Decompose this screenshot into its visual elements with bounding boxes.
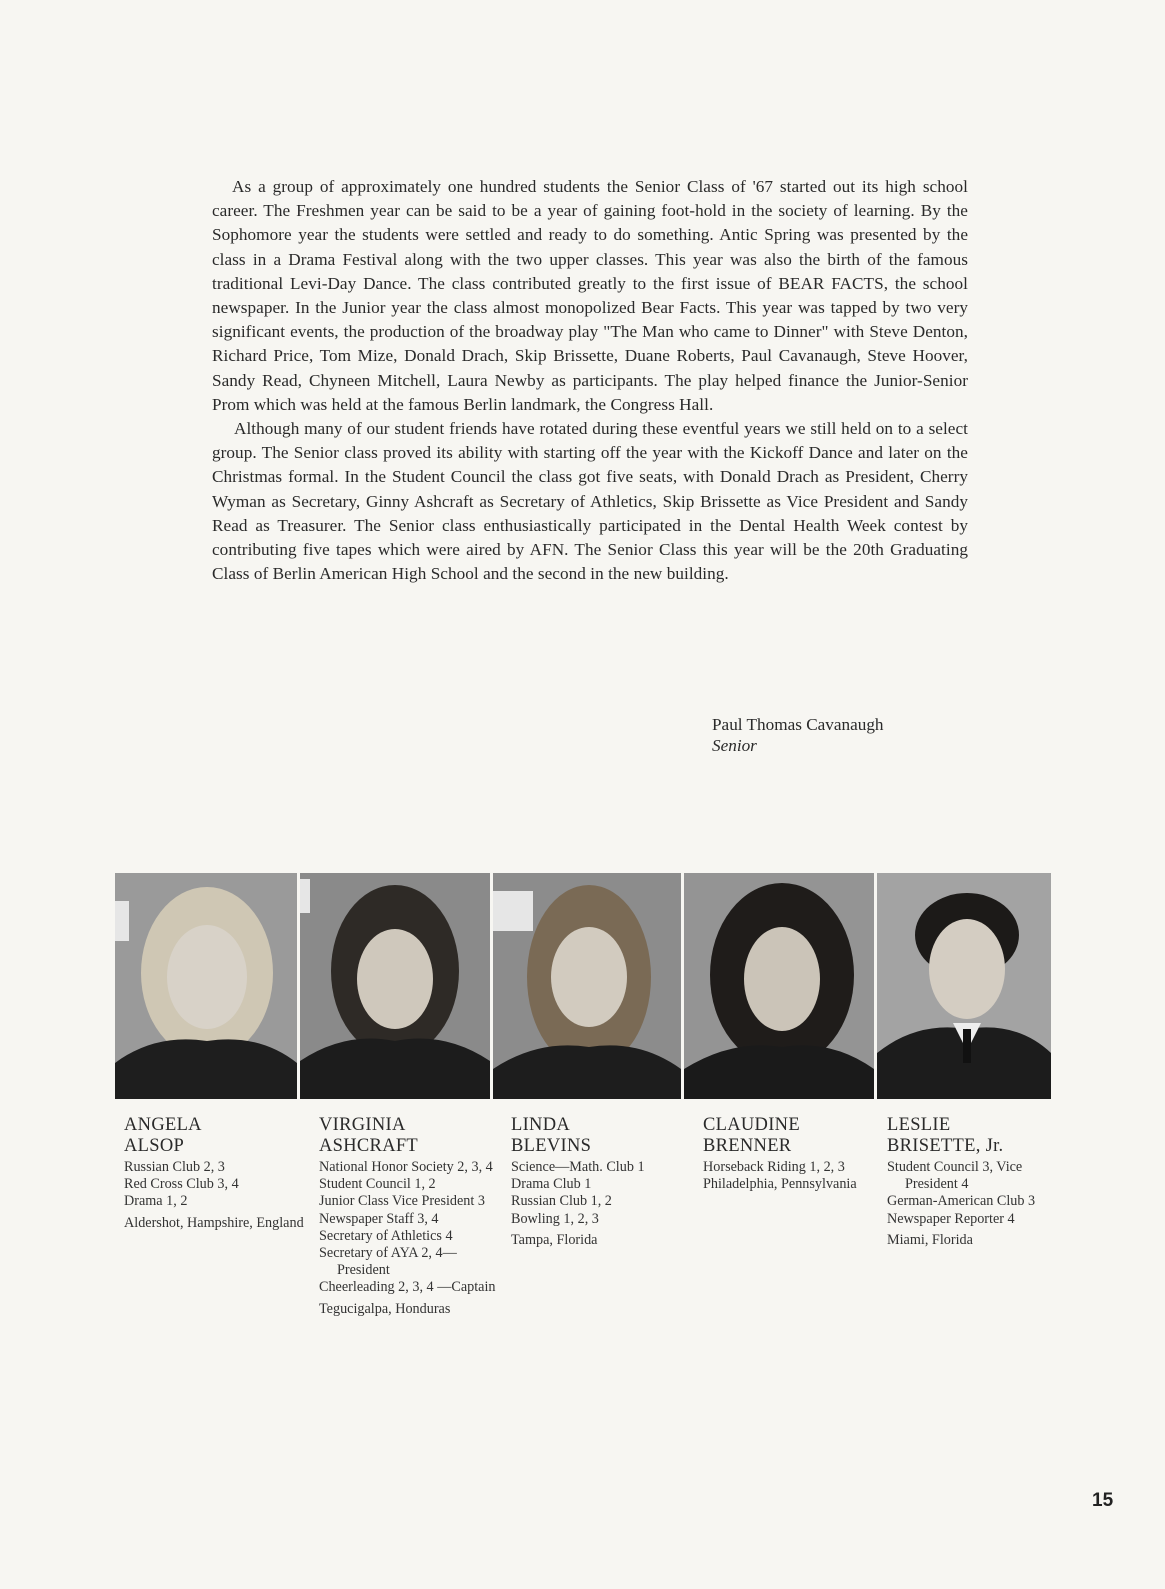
senior-caption-virginia-ashcraft bbox=[319, 1115, 499, 1318]
senior-photo-angela-alsop bbox=[115, 873, 297, 1099]
activity-item: National Honor Society 2, 3, 4 bbox=[319, 1159, 493, 1175]
activity-list bbox=[511, 1159, 691, 1249]
senior-caption-leslie-brisette bbox=[887, 1115, 1067, 1249]
senior-first-name: VIRGINIA bbox=[319, 1115, 406, 1135]
senior-caption-linda-blevins bbox=[511, 1115, 691, 1249]
class-history-essay bbox=[212, 175, 968, 586]
essay-signature bbox=[712, 714, 884, 756]
activity-item: German-American Club 3 bbox=[887, 1193, 1036, 1210]
activity-item: Bowling 1, 2, 3 bbox=[511, 1210, 599, 1227]
senior-photo-leslie-brisette bbox=[877, 873, 1051, 1099]
author-name: Paul Thomas Cavanaugh bbox=[712, 715, 884, 734]
essay-paragraph-1: As a group of approximately one hundred students the Senior Class of '67 started out its high school career. The Freshmen year can be said to be a year of gaining foot-hold in the society of learning. By the Sophomore year the students were settled and ready to do something. Antic Spring was presented by the class in a Drama Festival along with the two upper classes. This year was also the birth of the famous traditional Levi-Day Dance. The class contributed greatly to the first issue of BEAR FACTS, the school newspaper. In the Junior year the class almost monopolized Bear Facts. This year was tapped by two very significant events, the production of the broadway play "The Man who came to Dinner" with Steve Denton, Richard Price, Tom Mize, Donald Drach, Skip Brissette, Duane Roberts, Paul Cavanaugh, Steve Hoover, Sandy Read, Chyneen Mitchell, Laura Newby as participants. The play helped finance the Junior-Senior Prom which was held at the famous Berlin landmark, the Congress Hall. bbox=[212, 177, 968, 414]
senior-last-name: ASHCRAFT bbox=[319, 1135, 419, 1156]
activity-list bbox=[887, 1159, 1067, 1249]
essay-paragraph-2: Although many of our student friends have rotated during these eventful years we still held on to a select group. The Senior class proved its ability with starting off the year with the Kickoff Dance and later on the Christmas formal. In the Student Council the class got five seats, with Donald Drach as President, Cherry Wyman as Secretary, Ginny Ashcraft as Secretary of Athletics, Skip Brissette as Vice President and Sandy Read as Treasurer. The Senior class enthusiastically participated in the Dental Health Week contest by contributing five tapes which were aired by AFN. The Senior Class this year will be the 20th Graduating Class of Berlin American High School and the second in the new building. bbox=[212, 419, 968, 584]
activity-item: Student Council 3, Vice President 4 bbox=[887, 1159, 1023, 1193]
senior-last-name: ALSOP bbox=[124, 1135, 185, 1156]
author-role: Senior bbox=[712, 736, 757, 755]
senior-first-name: CLAUDINE bbox=[703, 1115, 800, 1135]
senior-first-name: LINDA bbox=[511, 1115, 571, 1135]
senior-first-name: ANGELA bbox=[124, 1115, 202, 1135]
senior-photo-virginia-ashcraft bbox=[300, 873, 490, 1099]
activity-item: Russian Club 1, 2 bbox=[511, 1193, 612, 1210]
activity-item: Newspaper Staff 3, 4 bbox=[319, 1210, 439, 1227]
activity-item: Cheerleading 2, 3, 4 —Captain bbox=[319, 1279, 496, 1296]
activity-item: Drama Club 1 bbox=[511, 1176, 592, 1193]
activity-item: Tampa, Florida bbox=[511, 1231, 598, 1248]
senior-photo-claudine-brenner bbox=[684, 873, 874, 1099]
activity-item: Aldershot, Hampshire, England bbox=[124, 1214, 304, 1231]
activity-item: Junior Class Vice President 3 bbox=[319, 1193, 485, 1210]
activity-item: Student Council 1, 2 bbox=[319, 1176, 436, 1193]
activity-item: Secretary of AYA 2, 4—President bbox=[319, 1245, 457, 1279]
senior-last-name: BLEVINS bbox=[511, 1135, 592, 1156]
senior-caption-angela-alsop bbox=[124, 1115, 304, 1232]
activity-item: Tegucigalpa, Honduras bbox=[319, 1300, 451, 1317]
activity-item: Drama 1, 2 bbox=[124, 1193, 188, 1210]
activity-item: Secretary of Athletics 4 bbox=[319, 1227, 453, 1244]
senior-photo-linda-blevins bbox=[493, 873, 681, 1099]
activity-item: Science—Math. Club 1 bbox=[511, 1159, 645, 1175]
activity-item: Philadelphia, Pennsylvania bbox=[703, 1176, 857, 1193]
senior-caption-claudine-brenner bbox=[703, 1115, 883, 1193]
activity-item: Russian Club 2, 3 bbox=[124, 1159, 225, 1175]
senior-last-name: BRENNER bbox=[703, 1135, 792, 1156]
activity-item: Newspaper Reporter 4 bbox=[887, 1210, 1015, 1227]
activity-list bbox=[124, 1159, 304, 1232]
page-number: 15 bbox=[1092, 1490, 1114, 1511]
activity-list bbox=[319, 1159, 499, 1318]
senior-first-name: LESLIE bbox=[887, 1115, 951, 1135]
senior-last-name: BRISETTE, Jr. bbox=[887, 1135, 1004, 1156]
activity-item: Miami, Florida bbox=[887, 1231, 973, 1248]
activity-item: Red Cross Club 3, 4 bbox=[124, 1176, 239, 1193]
activity-list bbox=[703, 1159, 883, 1193]
activity-item: Horseback Riding 1, 2, 3 bbox=[703, 1159, 845, 1175]
